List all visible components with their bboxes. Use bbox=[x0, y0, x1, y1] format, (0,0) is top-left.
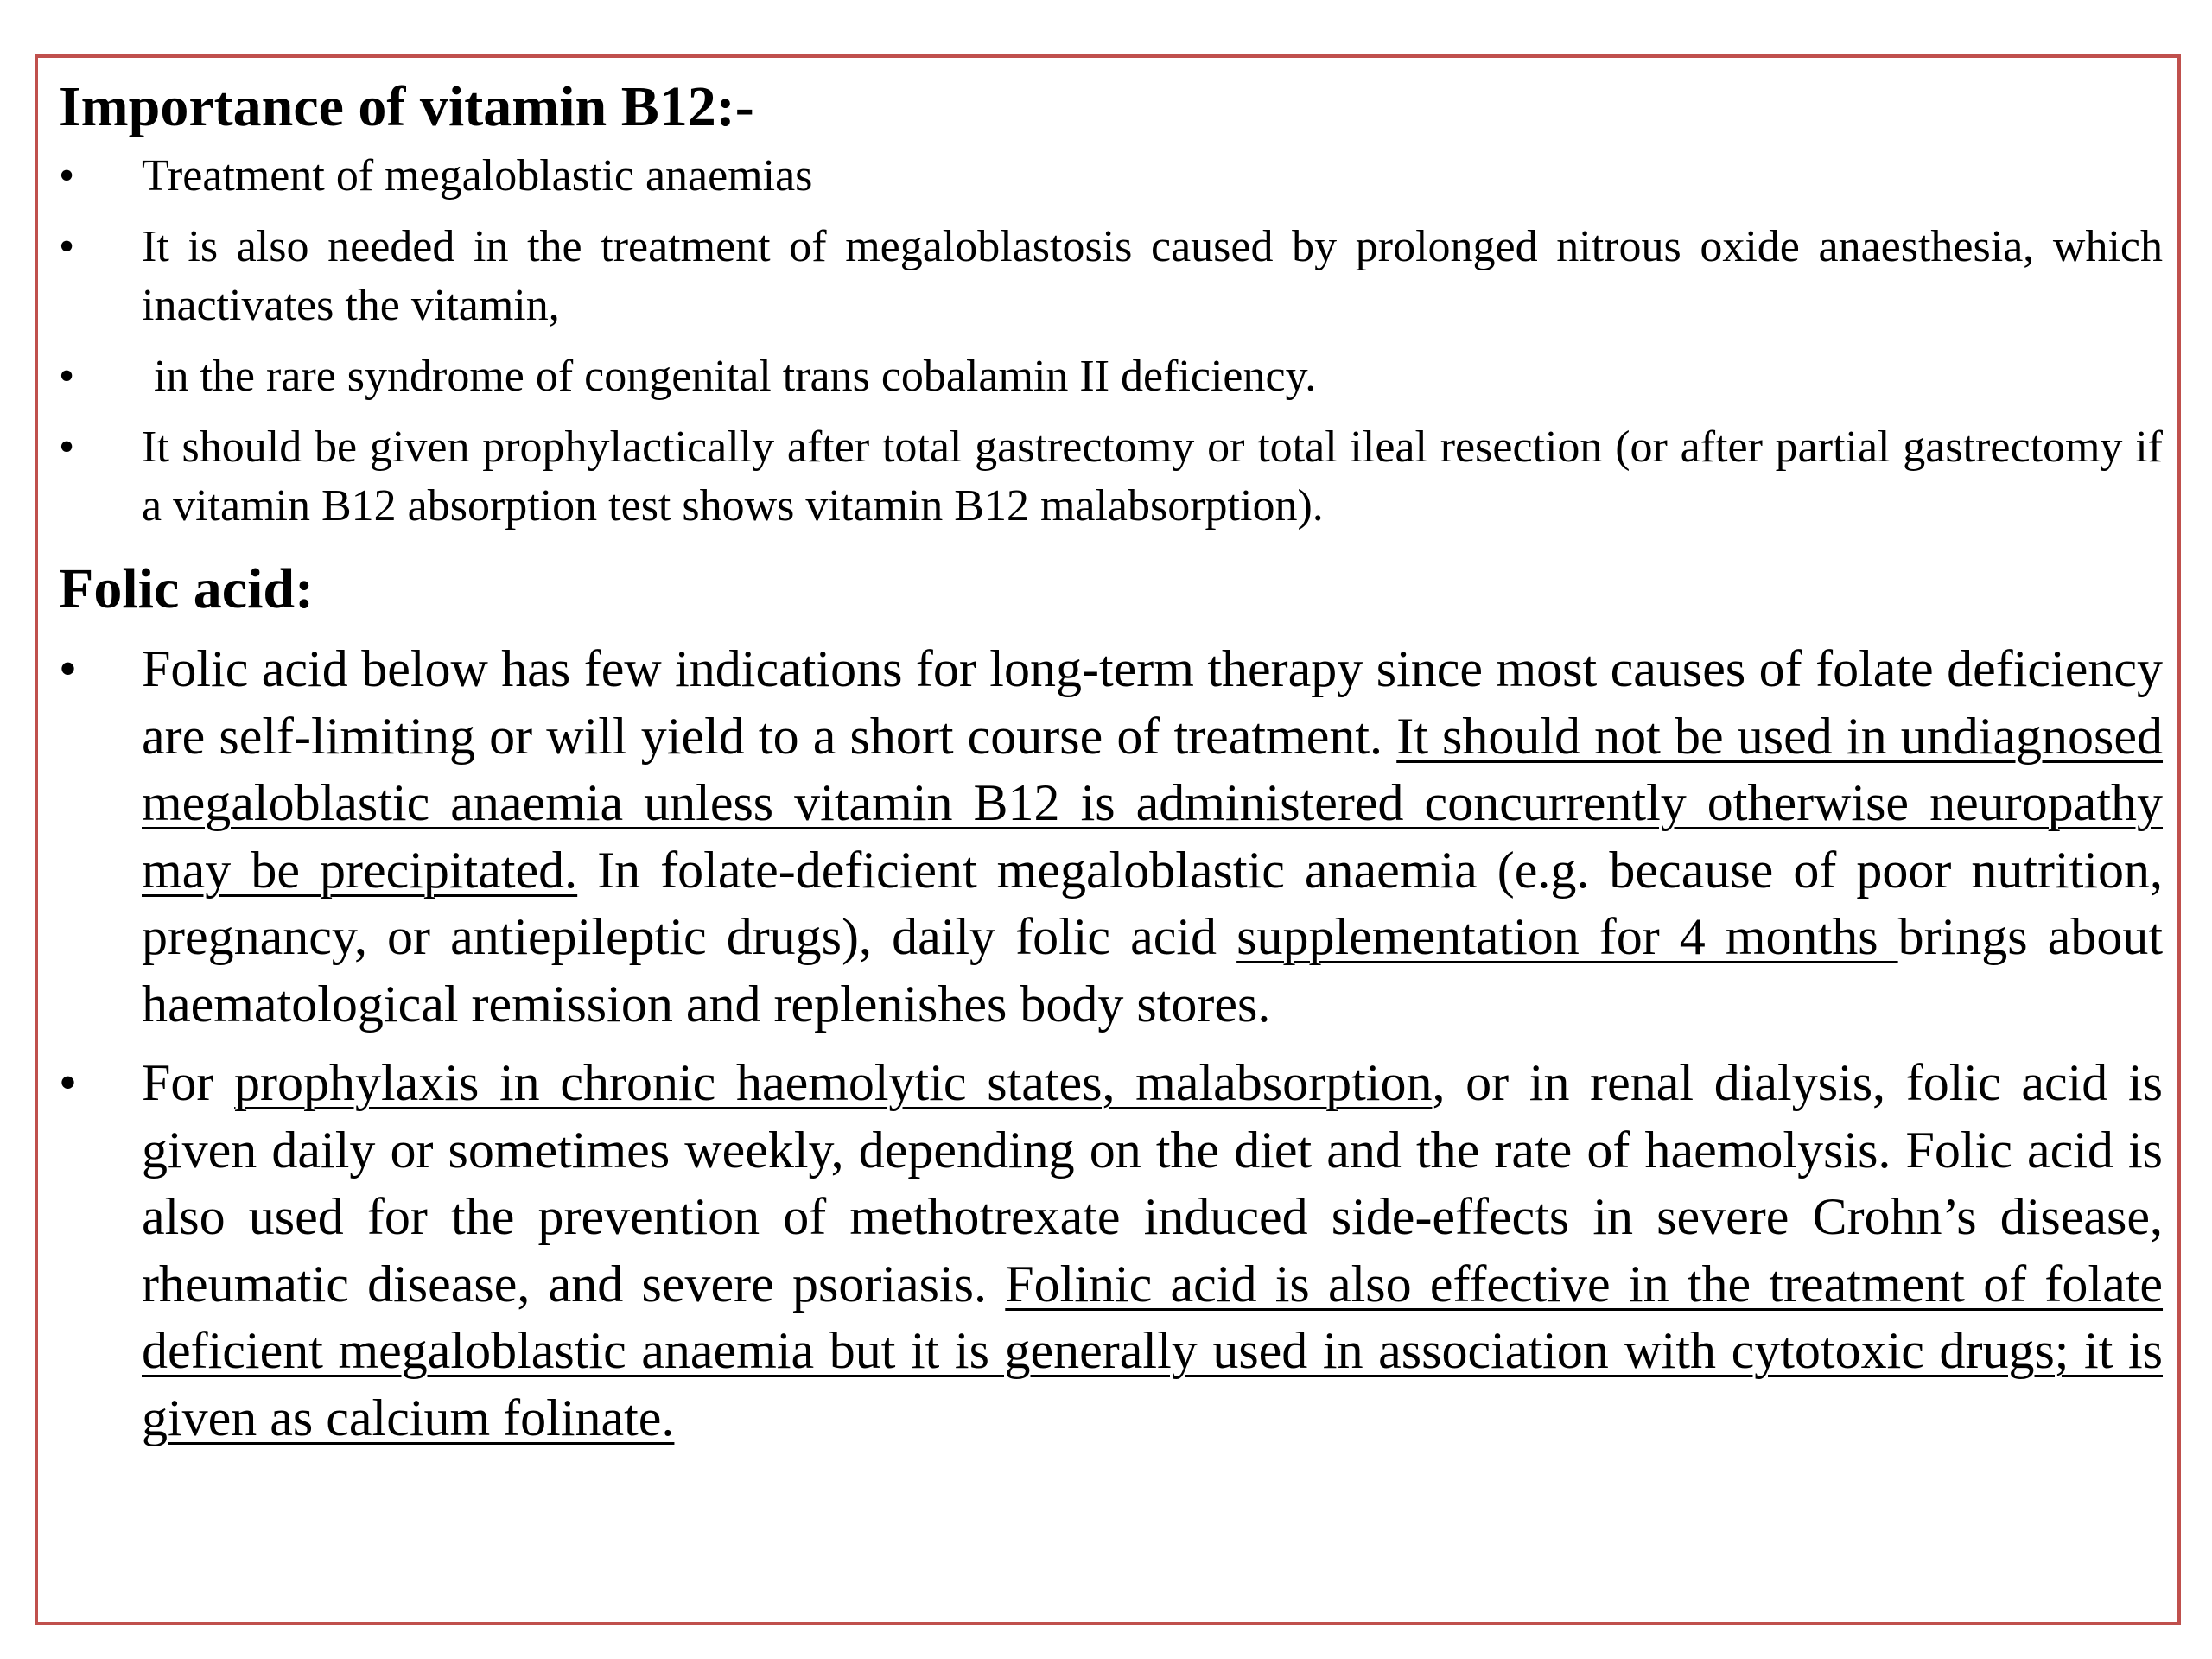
text-run: , or in renal dialysis, folic acid is given daily or sometimes weekly, depending on the diet and the rate of haemolysis. Folic acid is also used for the prevention of methotrexate induced side-effects in severe Crohn’s disease, rheumatic disease, and severe psoriasis. bbox=[142, 1054, 2163, 1313]
bullet-icon: • bbox=[59, 222, 75, 271]
vitamin-b12-list bbox=[59, 147, 2163, 536]
list-item-text: Treatment of megaloblastic anaemias bbox=[142, 151, 813, 200]
text-run: Folic acid below has few indications for long-term therapy since most causes of folate deficiency are self-limiting or will yield to a short course of treatment. bbox=[142, 640, 2163, 765]
bullet-icon: • bbox=[59, 640, 78, 697]
underlined-text-run: Folinic acid is also effective in the treatment of folate deficient megaloblastic anaemia but it is generally used in association with cytotoxic drugs; it is given as calcium folinate. bbox=[142, 1255, 2164, 1446]
list-item-text: It should be given prophylactically after total gastrectomy or total ileal resection (or after partial gastrectomy if a vitamin B12 absorption test shows vitamin B12 malabsorption). bbox=[142, 423, 2163, 531]
list-item bbox=[59, 147, 2163, 206]
text-run: In folate-deficient megaloblastic anaemia (e.g. because of poor nutrition, pregnancy, or antiepileptic drugs), daily folic acid bbox=[142, 841, 2163, 965]
list-item-text: in the rare syndrome of congenital trans cobalamin II deficiency. bbox=[154, 352, 1317, 401]
underlined-text-run: prophylaxis in chronic haemolytic states, malabsorption bbox=[234, 1054, 1433, 1111]
text-run: brings about haematological remission and replenishes body stores. bbox=[142, 908, 2163, 1033]
list-item-text: It is also needed in the treatment of megaloblastosis caused by prolonged nitrous oxide anaesthesia, which inactivates the vitamin, bbox=[142, 222, 2163, 330]
slide-content bbox=[59, 67, 2163, 1464]
bullet-icon: • bbox=[59, 352, 75, 401]
folic-acid-list bbox=[59, 636, 2163, 1452]
list-item bbox=[59, 347, 2163, 406]
list-item bbox=[59, 636, 2163, 1038]
list-item bbox=[59, 1050, 2163, 1452]
text-run: For bbox=[142, 1054, 235, 1111]
heading-folic-acid: Folic acid: bbox=[59, 557, 315, 620]
bullet-icon: • bbox=[59, 1054, 78, 1111]
heading-vitamin-b12: Importance of vitamin B12:- bbox=[59, 75, 754, 138]
underlined-text-run: supplementation for 4 months bbox=[1236, 908, 1898, 965]
bullet-icon: • bbox=[59, 151, 75, 200]
bullet-icon: • bbox=[59, 423, 75, 472]
list-item bbox=[59, 218, 2163, 335]
underlined-text-run: It should not be used in undiagnosed megaloblastic anaemia unless vitamin B12 is administered concurrently otherwise neuropathy may be precipitated. bbox=[142, 707, 2164, 899]
list-item bbox=[59, 418, 2163, 536]
